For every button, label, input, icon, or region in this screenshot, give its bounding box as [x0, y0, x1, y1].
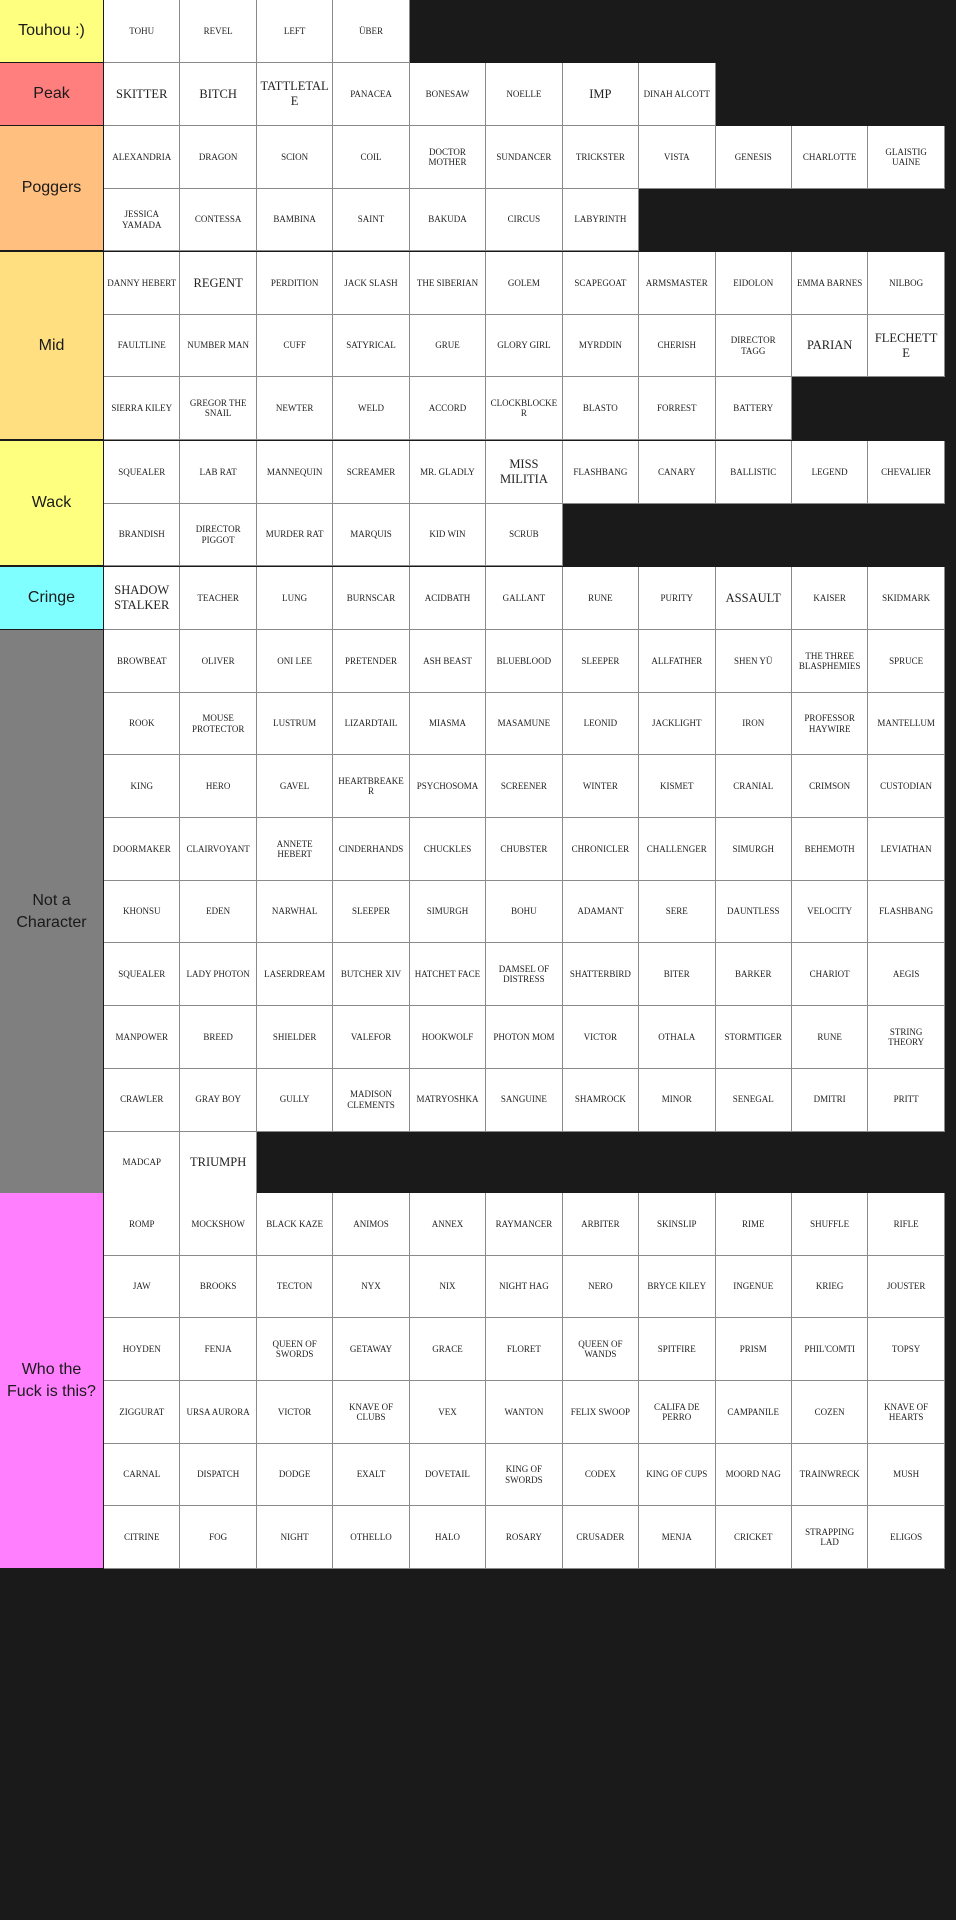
tier-item-card[interactable]: COZEN — [792, 1381, 868, 1444]
tier-item-card[interactable]: MYRDDIN — [563, 315, 639, 378]
tier-item-card[interactable]: WANTON — [486, 1381, 562, 1444]
tier-item-card[interactable]: KNAVE OF CLUBS — [333, 1381, 409, 1444]
tier-item-card[interactable]: ACCORD — [410, 377, 486, 440]
tier-item-card[interactable]: IMP — [563, 63, 639, 126]
tier-item-card[interactable]: MOORD NAG — [716, 1444, 792, 1507]
tier-item-card[interactable]: GREGOR THE SNAIL — [180, 377, 256, 440]
tier-item-card[interactable]: DISPATCH — [180, 1444, 256, 1507]
tier-item-card[interactable]: CHARLOTTE — [792, 126, 868, 189]
tier-item-card[interactable]: KING OF SWORDS — [486, 1444, 562, 1507]
tier-item-card[interactable]: MARQUIS — [333, 504, 409, 567]
tier-item-card[interactable]: SHADOW STALKER — [104, 567, 180, 630]
tier-item-card[interactable]: DANNY HEBERT — [104, 252, 180, 315]
tier-item-card[interactable]: ROOK — [104, 693, 180, 756]
tier-item-card[interactable]: CHUCKLES — [410, 818, 486, 881]
tier-item-card[interactable]: SPRUCE — [868, 630, 944, 693]
tier-item-card[interactable]: SIMURGH — [410, 881, 486, 944]
tier-row-not-a-character — [0, 630, 956, 1194]
tier-item-card[interactable]: MADISON CLEMENTS — [333, 1069, 409, 1132]
tier-item-card[interactable]: PARIAN — [792, 315, 868, 378]
tier-item-card[interactable]: LADY PHOTON — [180, 943, 256, 1006]
tier-item-card[interactable]: SIERRA KILEY — [104, 377, 180, 440]
tier-label[interactable]: Who the Fuck is this? — [0, 1193, 104, 1569]
tier-item-card[interactable]: SCREENER — [486, 755, 562, 818]
tier-item-card[interactable]: PRETENDER — [333, 630, 409, 693]
tier-item-card[interactable]: STRING THEORY — [868, 1006, 944, 1069]
tier-item-card[interactable]: FENJA — [180, 1318, 256, 1381]
tier-item-card[interactable]: MINOR — [639, 1069, 715, 1132]
tier-item-card[interactable]: BAMBINA — [257, 189, 333, 252]
tier-item-card[interactable]: STORMTIGER — [716, 1006, 792, 1069]
tier-label[interactable]: Cringe — [0, 567, 104, 630]
tier-row-touhou — [0, 0, 956, 63]
tier-item-card[interactable]: ARMSMASTER — [639, 252, 715, 315]
tier-item-card[interactable]: DODGE — [257, 1444, 333, 1507]
tier-item-card[interactable]: LEGEND — [792, 441, 868, 504]
tier-item-card[interactable]: SIMURGH — [716, 818, 792, 881]
tier-items — [104, 126, 956, 251]
tier-item-card[interactable]: SUNDANCER — [486, 126, 562, 189]
tier-item-card[interactable]: RUNE — [792, 1006, 868, 1069]
tier-item-card[interactable]: SAINT — [333, 189, 409, 252]
tier-item-card[interactable]: WINTER — [563, 755, 639, 818]
tier-item-card[interactable]: PRISM — [716, 1318, 792, 1381]
tier-item-card[interactable]: SANGUINE — [486, 1069, 562, 1132]
tier-item-card[interactable]: ÜBER — [333, 0, 409, 63]
tier-label[interactable]: Poggers — [0, 126, 104, 251]
tier-item-card[interactable]: JACKLIGHT — [639, 693, 715, 756]
tier-item-card[interactable]: CRICKET — [716, 1506, 792, 1569]
tier-item-card[interactable]: CHARIOT — [792, 943, 868, 1006]
tier-item-card[interactable]: DOCTOR MOTHER — [410, 126, 486, 189]
tier-item-card[interactable]: BALLISTIC — [716, 441, 792, 504]
tier-item-card[interactable]: CRIMSON — [792, 755, 868, 818]
tier-item-card[interactable]: DAUNTLESS — [716, 881, 792, 944]
tier-item-card[interactable]: GLAISTIG UAINE — [868, 126, 944, 189]
tier-item-card[interactable]: ADAMANT — [563, 881, 639, 944]
tier-item-card[interactable]: SHUFFLE — [792, 1193, 868, 1256]
tier-item-card[interactable]: LEONID — [563, 693, 639, 756]
tier-item-card[interactable]: SHAMROCK — [563, 1069, 639, 1132]
tier-item-card[interactable]: PHIL'COMTI — [792, 1318, 868, 1381]
tier-row-mid — [0, 252, 956, 440]
tier-item-card[interactable]: RIME — [716, 1193, 792, 1256]
tier-item-card[interactable]: MASAMUNE — [486, 693, 562, 756]
tier-item-card[interactable]: QUEEN OF WANDS — [563, 1318, 639, 1381]
tier-item-card[interactable]: OTHELLO — [333, 1506, 409, 1569]
tier-item-card[interactable]: CRUSADER — [563, 1506, 639, 1569]
tier-item-card[interactable]: TATTLETALE — [257, 63, 333, 126]
tier-item-card[interactable]: FLORET — [486, 1318, 562, 1381]
tier-item-card[interactable]: KRIEG — [792, 1256, 868, 1319]
tier-item-card[interactable]: DOORMAKER — [104, 818, 180, 881]
tier-item-card[interactable]: MANTELLUM — [868, 693, 944, 756]
tier-item-card[interactable]: EMMA BARNES — [792, 252, 868, 315]
tier-item-card[interactable]: SKIDMARK — [868, 567, 944, 630]
tier-item-card[interactable]: FELIX SWOOP — [563, 1381, 639, 1444]
tier-row-poggers — [0, 126, 956, 251]
tier-item-card[interactable]: CHALLENGER — [639, 818, 715, 881]
tier-item-card[interactable]: ELIGOS — [868, 1506, 944, 1569]
tier-item-card[interactable]: GETAWAY — [333, 1318, 409, 1381]
tier-item-card[interactable]: BEHEMOTH — [792, 818, 868, 881]
tier-item-card[interactable]: NIX — [410, 1256, 486, 1319]
tier-item-card[interactable]: FORREST — [639, 377, 715, 440]
tier-item-card[interactable]: ACIDBATH — [410, 567, 486, 630]
tier-item-card[interactable]: CARNAL — [104, 1444, 180, 1507]
tier-item-card[interactable]: CIRCUS — [486, 189, 562, 252]
tier-item-card[interactable]: HOYDEN — [104, 1318, 180, 1381]
tier-item-card[interactable]: FLASHBANG — [868, 881, 944, 944]
tier-item-card[interactable]: STRAPPING LAD — [792, 1506, 868, 1569]
tier-item-card[interactable]: SLEEPER — [563, 630, 639, 693]
tier-item-card[interactable]: CITRINE — [104, 1506, 180, 1569]
tier-item-card[interactable]: OTHALA — [639, 1006, 715, 1069]
tier-item-card[interactable]: GRACE — [410, 1318, 486, 1381]
tier-item-card[interactable]: ONI LEE — [257, 630, 333, 693]
tier-label[interactable]: Peak — [0, 63, 104, 126]
tier-item-card[interactable]: CLOCKBLOCKER — [486, 377, 562, 440]
tier-item-card[interactable]: CHEVALIER — [868, 441, 944, 504]
tier-item-card[interactable]: FAULTLINE — [104, 315, 180, 378]
tier-item-card[interactable]: CUSTODIAN — [868, 755, 944, 818]
tier-item-card[interactable]: SPITFIRE — [639, 1318, 715, 1381]
tier-item-card[interactable]: BONESAW — [410, 63, 486, 126]
tier-item-card[interactable]: BROWBEAT — [104, 630, 180, 693]
tier-item-card[interactable]: BARKER — [716, 943, 792, 1006]
tier-item-card[interactable]: NYX — [333, 1256, 409, 1319]
tier-label[interactable]: Mid — [0, 252, 104, 440]
tier-item-card[interactable]: VICTOR — [257, 1381, 333, 1444]
tier-item-card[interactable]: TOHU — [104, 0, 180, 63]
tier-item-card[interactable]: SERE — [639, 881, 715, 944]
tier-item-card[interactable]: SCAPEGOAT — [563, 252, 639, 315]
tier-item-card[interactable]: CINDERHANDS — [333, 818, 409, 881]
tier-item-card[interactable]: CAMPANILE — [716, 1381, 792, 1444]
tier-item-card[interactable]: GRAY BOY — [180, 1069, 256, 1132]
tier-item-card[interactable]: NERO — [563, 1256, 639, 1319]
tier-item-card[interactable]: LABYRINTH — [563, 189, 639, 252]
tier-item-card[interactable]: PHOTON MOM — [486, 1006, 562, 1069]
tier-item-card[interactable]: LASERDREAM — [257, 943, 333, 1006]
tier-item-card[interactable]: FLASHBANG — [563, 441, 639, 504]
tier-item-card[interactable]: CHUBSTER — [486, 818, 562, 881]
tier-item-card[interactable]: RAYMANCER — [486, 1193, 562, 1256]
tier-item-card[interactable]: SHEN YÜ — [716, 630, 792, 693]
tier-items — [104, 630, 956, 1194]
tier-items — [104, 441, 956, 566]
tier-item-card[interactable]: MENJA — [639, 1506, 715, 1569]
tier-item-card[interactable]: HATCHET FACE — [410, 943, 486, 1006]
tier-items — [104, 567, 956, 630]
tier-item-card[interactable]: MUSH — [868, 1444, 944, 1507]
tier-item-card[interactable]: URSA AURORA — [180, 1381, 256, 1444]
tier-item-card[interactable]: VEX — [410, 1381, 486, 1444]
tier-item-card[interactable]: PANACEA — [333, 63, 409, 126]
tier-item-card[interactable]: HALO — [410, 1506, 486, 1569]
tier-item-card[interactable]: DINAH ALCOTT — [639, 63, 715, 126]
tier-item-card[interactable]: MISS MILITIA — [486, 441, 562, 504]
tier-item-card[interactable]: PURITY — [639, 567, 715, 630]
tier-item-card[interactable]: THE SIBERIAN — [410, 252, 486, 315]
tier-item-card[interactable]: SKINSLIP — [639, 1193, 715, 1256]
tier-item-card[interactable]: GAVEL — [257, 755, 333, 818]
tier-item-card[interactable]: GALLANT — [486, 567, 562, 630]
tier-item-card[interactable]: SATYRICAL — [333, 315, 409, 378]
tier-item-card[interactable]: CUFF — [257, 315, 333, 378]
tier-item-card[interactable]: QUEEN OF SWORDS — [257, 1318, 333, 1381]
tier-item-card[interactable]: THE THREE BLASPHEMIES — [792, 630, 868, 693]
tier-item-card[interactable]: CODEX — [563, 1444, 639, 1507]
tier-item-card[interactable]: REVEL — [180, 0, 256, 63]
tier-item-card[interactable]: IRON — [716, 693, 792, 756]
tier-item-card[interactable]: DMITRI — [792, 1069, 868, 1132]
tier-item-card[interactable]: TECTON — [257, 1256, 333, 1319]
tier-item-card[interactable]: MOCKSHOW — [180, 1193, 256, 1256]
tier-item-card[interactable]: AEGIS — [868, 943, 944, 1006]
tier-item-card[interactable]: CLAIRVOYANT — [180, 818, 256, 881]
tier-items — [104, 1193, 956, 1569]
tier-item-card[interactable]: COIL — [333, 126, 409, 189]
tier-item-card[interactable]: SKITTER — [104, 63, 180, 126]
tier-item-card[interactable]: VISTA — [639, 126, 715, 189]
tier-item-card[interactable]: SHATTERBIRD — [563, 943, 639, 1006]
tier-item-card[interactable]: HOOKWOLF — [410, 1006, 486, 1069]
tier-row-who-the-fuck-is-this — [0, 1193, 956, 1569]
tier-item-card[interactable]: TOPSY — [868, 1318, 944, 1381]
tier-item-card[interactable]: LAB RAT — [180, 441, 256, 504]
tier-item-card[interactable]: BROOKS — [180, 1256, 256, 1319]
tier-item-card[interactable]: ALLFATHER — [639, 630, 715, 693]
tier-item-card[interactable]: ASSAULT — [716, 567, 792, 630]
tier-item-card[interactable]: PRITT — [868, 1069, 944, 1132]
tier-item-card[interactable]: JAW — [104, 1256, 180, 1319]
tier-item-card[interactable]: RIFLE — [868, 1193, 944, 1256]
tier-label[interactable]: Wack — [0, 441, 104, 566]
tier-item-card[interactable]: MOUSE PROTECTOR — [180, 693, 256, 756]
tier-item-card[interactable]: BLUEBLOOD — [486, 630, 562, 693]
tier-label[interactable]: Touhou :) — [0, 0, 104, 63]
tier-item-card[interactable]: KING — [104, 755, 180, 818]
tier-row-peak — [0, 63, 956, 126]
tier-item-card[interactable]: SCRUB — [486, 504, 562, 567]
tier-item-card[interactable]: KID WIN — [410, 504, 486, 567]
tier-item-card[interactable]: CHERISH — [639, 315, 715, 378]
tier-item-card[interactable]: NARWHAL — [257, 881, 333, 944]
tier-items — [104, 252, 956, 440]
tier-item-card[interactable]: CHRONICLER — [563, 818, 639, 881]
tier-item-card[interactable]: ANNETE HEBERT — [257, 818, 333, 881]
tier-item-card[interactable]: MURDER RAT — [257, 504, 333, 567]
tier-label[interactable]: Not a Character — [0, 630, 104, 1194]
tier-item-card[interactable]: PSYCHOSOMA — [410, 755, 486, 818]
tier-item-card[interactable]: VICTOR — [563, 1006, 639, 1069]
tier-item-card[interactable]: BITER — [639, 943, 715, 1006]
tier-item-card[interactable]: GRUE — [410, 315, 486, 378]
tier-item-card[interactable]: NOELLE — [486, 63, 562, 126]
tier-item-card[interactable]: FOG — [180, 1506, 256, 1569]
tier-item-card[interactable]: HEARTBREAKER — [333, 755, 409, 818]
tier-item-card[interactable]: SHIELDER — [257, 1006, 333, 1069]
tier-item-card[interactable]: DIRECTOR TAGG — [716, 315, 792, 378]
tier-item-card[interactable]: MIASMA — [410, 693, 486, 756]
tier-item-card[interactable]: SCREAMER — [333, 441, 409, 504]
tier-item-card[interactable]: ROMP — [104, 1193, 180, 1256]
tier-item-card[interactable]: TEACHER — [180, 567, 256, 630]
tier-item-card[interactable]: KISMET — [639, 755, 715, 818]
tier-item-card[interactable]: ARBITER — [563, 1193, 639, 1256]
tier-item-card[interactable]: BURNSCAR — [333, 567, 409, 630]
tier-item-card[interactable]: TRAINWRECK — [792, 1444, 868, 1507]
tier-item-card[interactable]: ALEXANDRIA — [104, 126, 180, 189]
tier-item-card[interactable]: PROFESSOR HAYWIRE — [792, 693, 868, 756]
tier-item-card[interactable]: GENESIS — [716, 126, 792, 189]
tier-item-card[interactable]: DAMSEL OF DISTRESS — [486, 943, 562, 1006]
tier-item-card[interactable]: NILBOG — [868, 252, 944, 315]
tier-item-card[interactable]: NIGHT HAG — [486, 1256, 562, 1319]
tier-item-card[interactable]: BOHU — [486, 881, 562, 944]
tier-item-card[interactable]: OLIVER — [180, 630, 256, 693]
tier-item-card[interactable]: CRANIAL — [716, 755, 792, 818]
tier-item-card[interactable]: KAISER — [792, 567, 868, 630]
tier-item-card[interactable]: SQUEALER — [104, 441, 180, 504]
tier-item-card[interactable]: HERO — [180, 755, 256, 818]
tier-item-card[interactable]: VELOCITY — [792, 881, 868, 944]
tier-item-card[interactable]: JACK SLASH — [333, 252, 409, 315]
tier-item-card[interactable]: VALEFOR — [333, 1006, 409, 1069]
tier-item-card[interactable]: DOVETAIL — [410, 1444, 486, 1507]
tier-item-card[interactable]: MR. GLADLY — [410, 441, 486, 504]
tier-item-card[interactable]: DIRECTOR PIGGOT — [180, 504, 256, 567]
tier-item-card[interactable]: BATTERY — [716, 377, 792, 440]
tier-item-card[interactable]: KNAVE OF HEARTS — [868, 1381, 944, 1444]
tier-item-card[interactable]: BRANDISH — [104, 504, 180, 567]
tier-item-card[interactable]: EIDOLON — [716, 252, 792, 315]
tier-item-card[interactable]: REGENT — [180, 252, 256, 315]
tier-item-card[interactable]: ZIGGURAT — [104, 1381, 180, 1444]
tier-row-wack — [0, 441, 956, 566]
tier-item-card[interactable]: ANNEX — [410, 1193, 486, 1256]
tier-item-card[interactable]: BRYCE KILEY — [639, 1256, 715, 1319]
tier-item-card[interactable]: PERDITION — [257, 252, 333, 315]
tier-item-card[interactable]: SENEGAL — [716, 1069, 792, 1132]
tier-item-card[interactable]: DRAGON — [180, 126, 256, 189]
tier-item-card[interactable]: NUMBER MAN — [180, 315, 256, 378]
tier-item-card[interactable]: MATRYOSHKA — [410, 1069, 486, 1132]
tier-item-card[interactable]: BREED — [180, 1006, 256, 1069]
tier-item-card[interactable]: BUTCHER XIV — [333, 943, 409, 1006]
tier-item-card[interactable]: FLECHETTE — [868, 315, 944, 378]
tier-item-card[interactable]: LIZARDTAIL — [333, 693, 409, 756]
tier-item-card[interactable]: ROSARY — [486, 1506, 562, 1569]
tier-item-card[interactable]: GOLEM — [486, 252, 562, 315]
tier-item-card[interactable]: EXALT — [333, 1444, 409, 1507]
tier-item-card[interactable]: ANIMOS — [333, 1193, 409, 1256]
tier-item-card[interactable]: CRAWLER — [104, 1069, 180, 1132]
tier-item-card[interactable]: CALIFA DE PERRO — [639, 1381, 715, 1444]
tier-row-cringe — [0, 567, 956, 630]
tier-item-card[interactable]: NEWTER — [257, 377, 333, 440]
tier-item-card[interactable]: MANNEQUIN — [257, 441, 333, 504]
tier-item-card[interactable]: SCION — [257, 126, 333, 189]
tier-item-card[interactable]: LEVIATHAN — [868, 818, 944, 881]
tier-item-card[interactable]: TRIUMPH — [180, 1132, 256, 1195]
tier-items — [104, 63, 956, 126]
tier-item-card[interactable]: CANARY — [639, 441, 715, 504]
tier-item-card[interactable]: WELD — [333, 377, 409, 440]
tier-item-card[interactable]: MADCAP — [104, 1132, 180, 1195]
tier-item-card[interactable]: LUSTRUM — [257, 693, 333, 756]
tier-item-card[interactable]: SQUEALER — [104, 943, 180, 1006]
tier-item-card[interactable]: JOUSTER — [868, 1256, 944, 1319]
tier-item-card[interactable]: GLORY GIRL — [486, 315, 562, 378]
tier-item-card[interactable]: KING OF CUPS — [639, 1444, 715, 1507]
tier-item-card[interactable]: TRICKSTER — [563, 126, 639, 189]
tier-item-card[interactable]: CONTESSA — [180, 189, 256, 252]
tier-item-card[interactable]: GULLY — [257, 1069, 333, 1132]
tier-item-card[interactable]: BLASTO — [563, 377, 639, 440]
tier-item-card[interactable]: MANPOWER — [104, 1006, 180, 1069]
tier-item-card[interactable]: RUNE — [563, 567, 639, 630]
tier-item-card[interactable]: KHONSU — [104, 881, 180, 944]
tier-item-card[interactable]: BLACK KAZE — [257, 1193, 333, 1256]
tier-item-card[interactable]: EDEN — [180, 881, 256, 944]
tier-item-card[interactable]: LEFT — [257, 0, 333, 63]
tier-item-card[interactable]: BITCH — [180, 63, 256, 126]
tier-item-card[interactable]: INGENUE — [716, 1256, 792, 1319]
tier-item-card[interactable]: BAKUDA — [410, 189, 486, 252]
tier-item-card[interactable]: LUNG — [257, 567, 333, 630]
tier-item-card[interactable]: JESSICA YAMADA — [104, 189, 180, 252]
tier-item-card[interactable]: ASH BEAST — [410, 630, 486, 693]
tier-items — [104, 0, 956, 63]
tier-item-card[interactable]: SLEEPER — [333, 881, 409, 944]
tier-item-card[interactable]: NIGHT — [257, 1506, 333, 1569]
